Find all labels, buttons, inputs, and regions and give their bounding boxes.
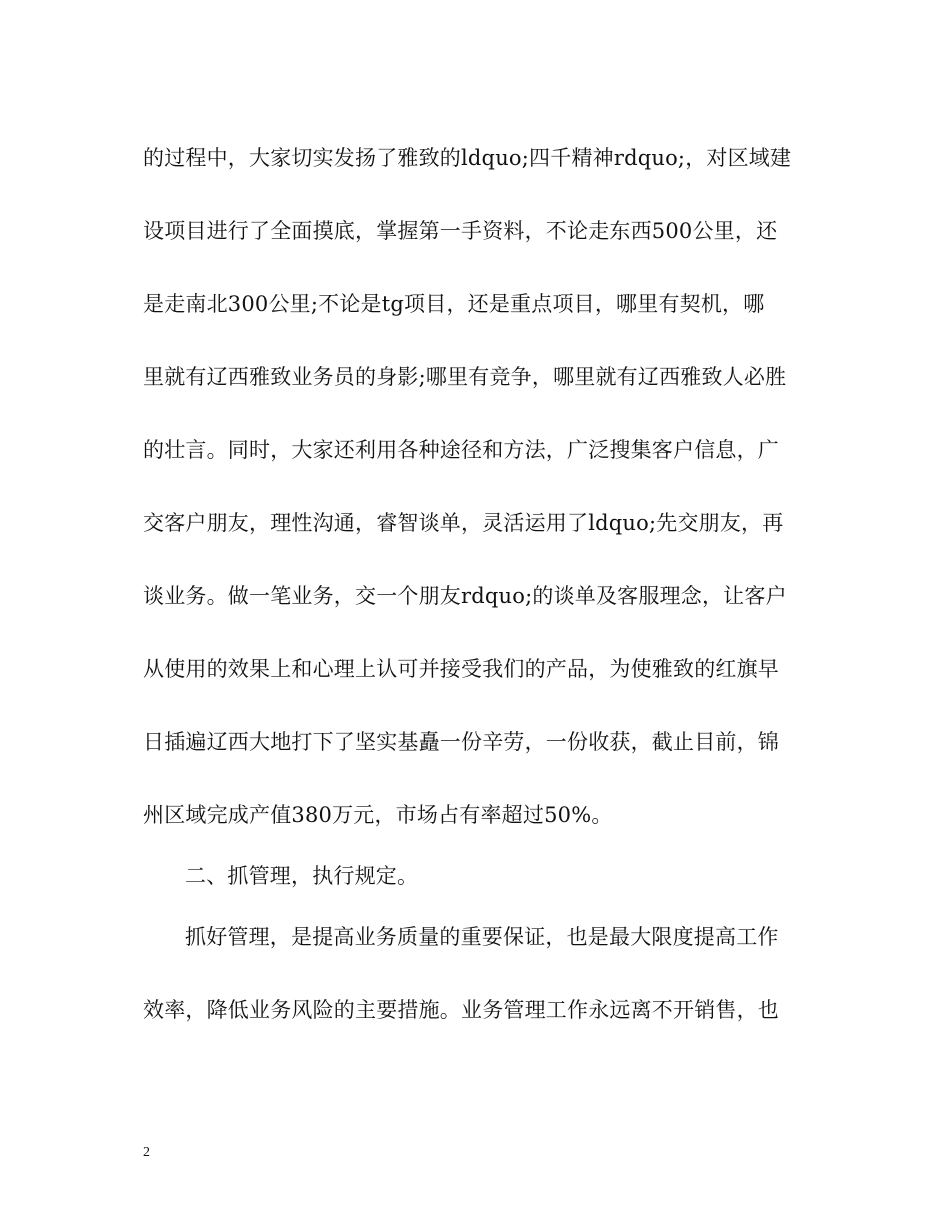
text-line: 效率，降低业务风险的主要措施。业务管理工作永远离不开销售，也 — [143, 998, 779, 1022]
text-line: 设项目进行了全面摸底，掌握第一手资料，不论走东西500公里，还 — [143, 219, 778, 243]
body-text — [143, 135, 823, 1060]
section-heading: 二、抓管理，执行规定。 — [185, 864, 419, 888]
text-line: 州区域完成产值380万元，市场占有率超过50%。 — [143, 803, 613, 827]
text-line: 从使用的效果上和心理上认可并接受我们的产品，为使雅致的红旗早 — [143, 657, 779, 681]
text-line: 日插遍辽西大地打下了坚实基矗一份辛劳，一份收获，截止目前，锦 — [143, 730, 779, 754]
page-number: 2 — [143, 1145, 150, 1160]
text-line: 的过程中，大家切实发扬了雅致的ldquo;四千精神rdquo;，对区域建 — [143, 146, 792, 170]
paragraph-first-line: 抓好管理，是提高业务质量的重要保证，也是最大限度提高工作 — [185, 925, 779, 949]
text-line: 交客户朋友，理性沟通，睿智谈单，灵活运用了ldquo;先交朋友，再 — [143, 511, 784, 535]
text-line: 谈业务。做一笔业务，交一个朋友rdquo;的谈单及客服理念，让客户 — [143, 584, 787, 608]
text-line: 是走南北300公里;不论是tg项目，还是重点项目，哪里有契机，哪 — [143, 292, 765, 316]
text-line: 里就有辽西雅致业务员的身影;哪里有竞争，哪里就有辽西雅致人必胜 — [143, 365, 787, 389]
text-line: 的壮言。同时，大家还利用各种途径和方法，广泛搜集客户信息，广 — [143, 438, 779, 462]
